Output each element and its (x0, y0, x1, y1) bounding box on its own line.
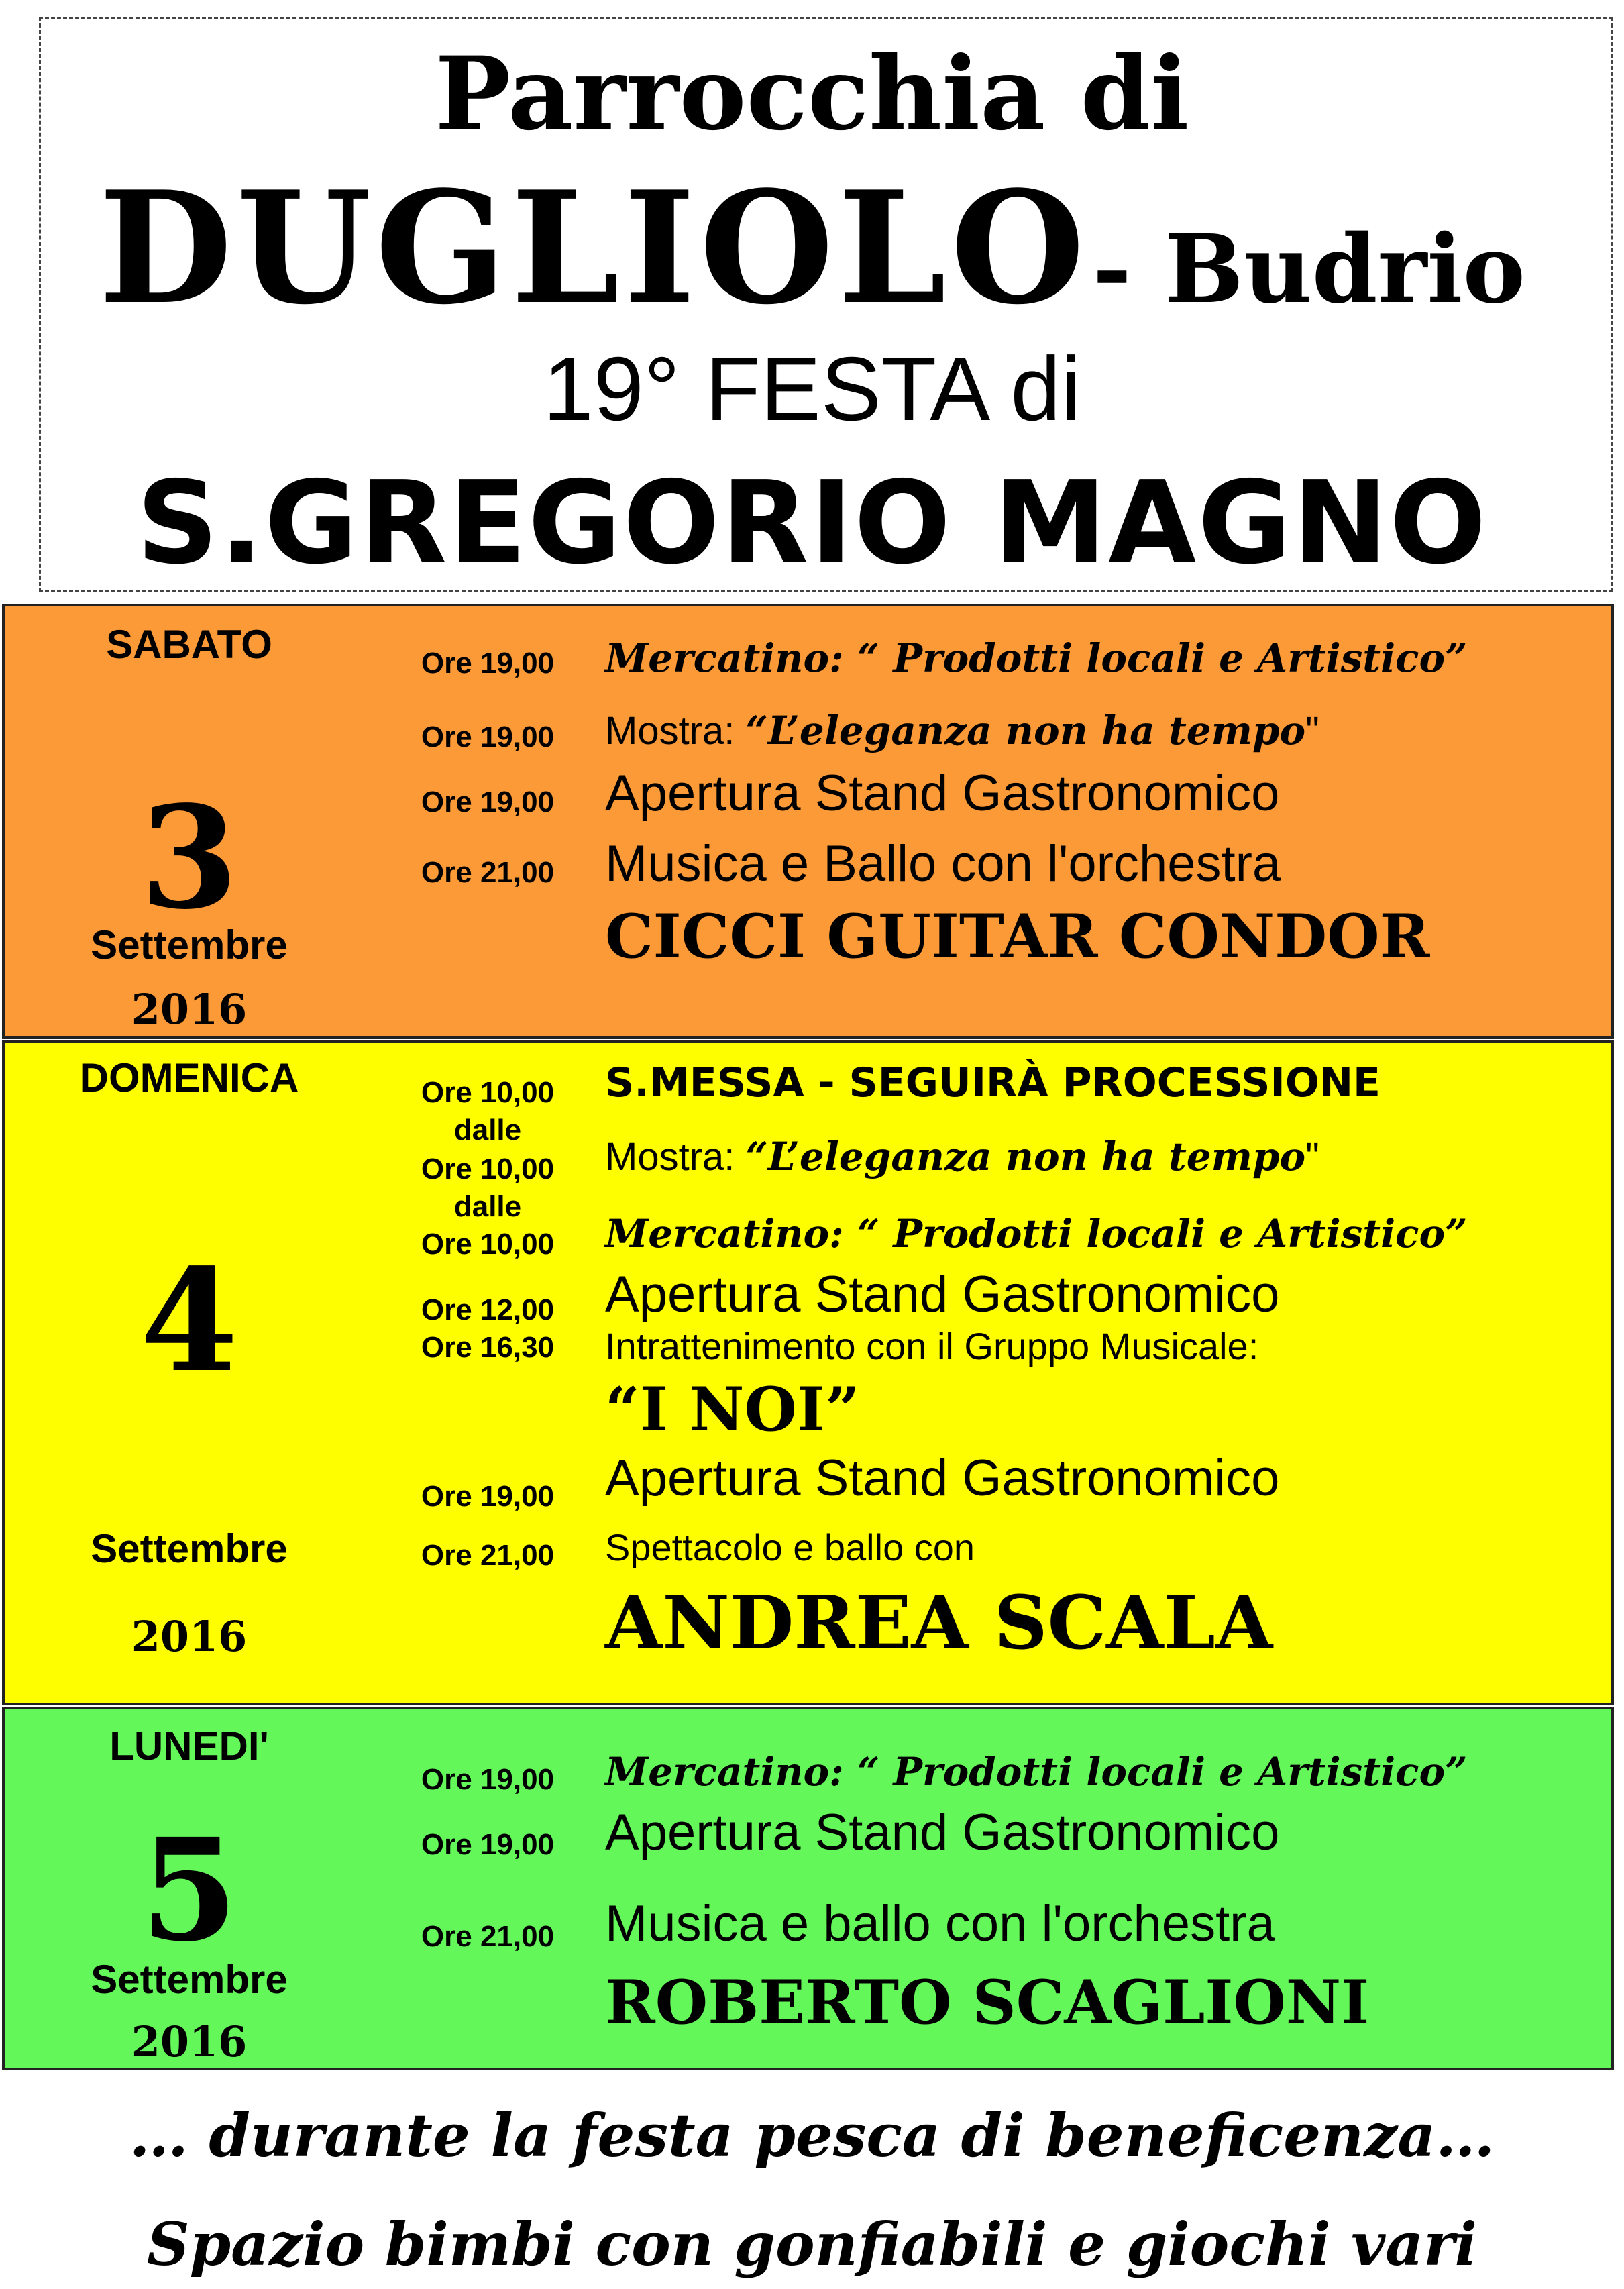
time-label: Ore 10,00 (421, 1153, 555, 1185)
event-mercatino: Mercatino: “ Prodotti locali e Artistico” (605, 1749, 1468, 1795)
time-label: Ore 10,00 (421, 1228, 555, 1261)
event-musica: Musica e ballo con l'orchestra (605, 1895, 1275, 1952)
event-spettacolo: Spettacolo e ballo con (605, 1526, 975, 1568)
event-mostra (605, 1133, 1319, 1181)
mostra-title: “L’eleganza non ha tempo (745, 708, 1306, 753)
event-musica: Musica e Ballo con l'orchestra (605, 835, 1281, 892)
time-label: Ore 19,00 (421, 647, 555, 680)
mostra-prefix: Mostra: (605, 1135, 746, 1179)
mostra-suffix: " (1305, 709, 1319, 753)
footer-line-1: … durante la festa pesca di beneficenza… (129, 2100, 1495, 2170)
event-mercatino: Mercatino: “ Prodotti locali e Artistico” (605, 635, 1468, 681)
artist-name: ROBERTO SCAGLIONI (605, 1967, 1370, 2038)
time-label: Ore 19,00 (421, 1828, 555, 1861)
festa-title: 19° FESTA di (543, 338, 1081, 439)
year-label: 2016 (131, 1612, 248, 1661)
event-stand: Apertura Stand Gastronomico (605, 765, 1280, 822)
event-messa: S.MESSA - SEGUIRÀ PROCESSIONE (605, 1059, 1381, 1106)
day-number: 3 (140, 775, 239, 941)
mostra-suffix: " (1305, 1135, 1319, 1179)
event-intrattenimento: Intrattenimento con il Gruppo Musicale: (605, 1325, 1259, 1367)
year-label: 2016 (131, 2017, 248, 2066)
group-name: “I NOI” (605, 1374, 860, 1445)
time-label: Ore 19,00 (421, 786, 555, 818)
saint-title: S.GREGORIO MAGNO (136, 457, 1488, 590)
time-label: Ore 21,00 (421, 856, 555, 889)
time-label: Ore 19,00 (421, 721, 555, 753)
town-name: DUGLIOLO (99, 158, 1089, 339)
event-stand: Apertura Stand Gastronomico (605, 1450, 1280, 1507)
time-label: Ore 21,00 (421, 1539, 555, 1572)
artist-name: ANDREA SCALA (605, 1579, 1273, 1666)
time-label: Ore 10,00 (421, 1076, 555, 1109)
time-label: Ore 16,30 (421, 1331, 555, 1364)
month-label: Settembre (91, 1526, 288, 1571)
time-label: Ore 19,00 (421, 1480, 555, 1513)
mostra-title: “L’eleganza non ha tempo (745, 1134, 1306, 1179)
day-number: 4 (140, 1238, 239, 1403)
time-label: Ore 12,00 (421, 1293, 555, 1326)
day-name: DOMENICA (79, 1055, 299, 1100)
time-label: Ore 21,00 (421, 1920, 555, 1953)
month-label: Settembre (91, 1957, 288, 2002)
time-label: Ore 19,00 (421, 1763, 555, 1796)
event-mostra (605, 707, 1319, 755)
day-section-monday (2, 1707, 1614, 2070)
town-suffix: - Budrio (1092, 215, 1525, 325)
day-name: LUNEDI' (109, 1723, 269, 1768)
artist-name: CICCI GUITAR CONDOR (605, 901, 1430, 972)
footer-line-2: Spazio bimbi con gonfiabili e giochi vari (147, 2209, 1477, 2279)
day-name: SABATO (106, 622, 272, 667)
mostra-prefix: Mostra: (605, 709, 746, 753)
day-section-saturday (2, 604, 1614, 1039)
year-label: 2016 (131, 985, 248, 1034)
event-mercatino: Mercatino: “ Prodotti locali e Artistico” (605, 1211, 1468, 1257)
time-label: dalle (453, 1114, 522, 1147)
day-section-sunday (2, 1040, 1614, 1705)
parish-label: Parrocchia di (435, 35, 1189, 153)
event-stand: Apertura Stand Gastronomico (605, 1804, 1280, 1861)
day-number: 5 (140, 1807, 239, 1973)
time-label: dalle (453, 1190, 522, 1223)
event-stand: Apertura Stand Gastronomico (605, 1266, 1280, 1323)
month-label: Settembre (91, 922, 288, 967)
